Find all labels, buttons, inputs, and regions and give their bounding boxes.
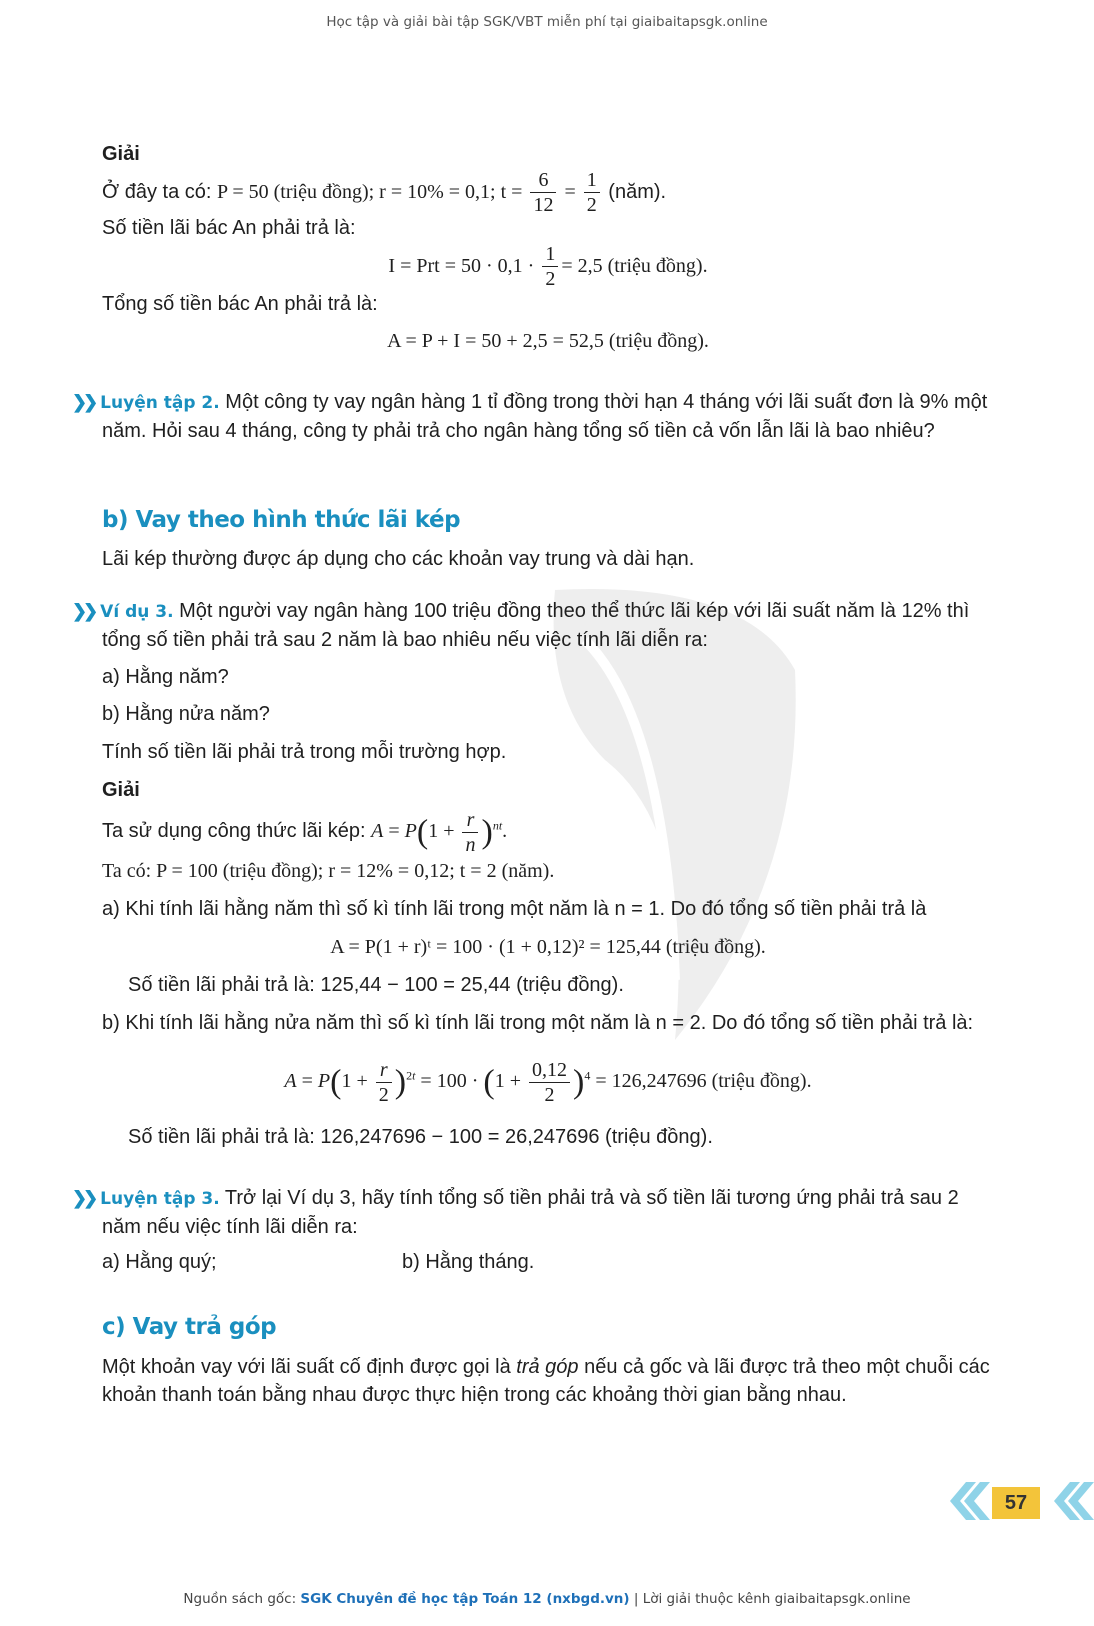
example-3-item-a: a) Hằng năm?: [102, 666, 229, 688]
example-3-task: Tính số tiền lãi phải trả trong mỗi trường hợp.: [102, 741, 507, 763]
case-a-formula: A = P(1 + r)ᵗ = 100 · (1 + 0,12)² = 125,44 (triệu đồng).: [330, 936, 766, 958]
practice-3: ❯❯ Luyện tập 3. Trở lại Ví dụ 3, hãy tính tổng số tiền phải trả và số tiền lãi tương ứng phải trả sau 2 năm nếu việc tính lãi diễn ra:: [72, 1187, 959, 1238]
chevron-icon: ❯❯: [72, 392, 95, 412]
example-3-solution-heading: Giải: [102, 779, 140, 801]
practice-2: ❯❯ Luyện tập 2. Một công ty vay ngân hàng 1 tỉ đồng trong thời hạn 4 tháng với lãi suất đơn là 9% một năm. Hỏi sau 4 tháng, công ty phải trả cho ngân hàng tổng số tiền cả vốn lẫn lãi là bao nhiêu?: [72, 391, 988, 442]
chevron-icon: ❯❯: [72, 1188, 95, 1208]
chevron-icon: ❯❯: [72, 601, 95, 621]
example-3: ❯❯ Ví dụ 3. Một người vay ngân hàng 100 triệu đồng theo thể thức lãi kép với lãi suất năm là 12% thì tổng số tiền phải trả sau 2 năm là bao nhiêu nếu việc tính lãi diễn ra:: [72, 600, 970, 651]
practice-3-items: a) Hằng quý; b) Hằng tháng.: [102, 1251, 535, 1273]
case-b: b) Khi tính lãi hằng nửa năm thì số kì tính lãi trong một năm là n = 2. Do đó tổng số tiền phải trả là:: [102, 1012, 974, 1034]
fraction-6-12: $\frac{6}{12}$: [530, 168, 556, 217]
case-a-interest: Số tiền lãi phải trả là: 125,44 − 100 = 25,44 (triệu đồng).: [128, 974, 624, 996]
interest-formula: I = Prt = 50 · 0,1 · $\frac{1}{2}$ = 2,5 (triệu đồng).: [388, 243, 708, 290]
page-footer: Nguồn sách gốc: SGK Chuyên đề học tập Toán 12 (nxbgd.vn) | Lời giải thuộc kênh giaibaitapsgk.online: [183, 1591, 911, 1607]
section-c-title: c) Vay trả góp: [102, 1314, 277, 1340]
case-b-formula: A = P(1 + $\frac{r}{2}$ )$^{2t}$ = 100 · (1 + $\frac{0,12}{2}$ )$^4$ = 126,247696 (triệu đồng).: [284, 1059, 812, 1106]
example-3-item-b: b) Hằng nửa năm?: [102, 703, 270, 725]
total-formula: A = P + I = 50 + 2,5 = 52,5 (triệu đồng).: [387, 330, 709, 352]
given-line: Ở đây ta có: P = 50 (triệu đồng); r = 10% = 0,1; t = $\frac{6}{12}$ = $\frac{1}{2}$ (năm).: [102, 169, 667, 216]
page-number: 57: [992, 1487, 1040, 1519]
solution-heading: Giải: [102, 143, 140, 165]
case-b-interest: Số tiền lãi phải trả là: 126,247696 − 100 = 26,247696 (triệu đồng).: [128, 1126, 713, 1148]
section-c-text: Một khoản vay với lãi suất cố định được gọi là trả góp nếu cả gốc và lãi được trả theo một chuỗi các khoản thanh toán bằng nhau được thực hiện trong các khoảng thời gian bằng nhau.: [102, 1356, 990, 1406]
fraction-1-2: $\frac{1}{2}$: [584, 168, 600, 217]
total-intro: Tổng số tiền bác An phải trả là:: [102, 293, 378, 315]
section-b-title: b) Vay theo hình thức lãi kép: [102, 507, 461, 533]
interest-intro: Số tiền lãi bác An phải trả là:: [102, 217, 356, 239]
page-header: Học tập và giải bài tập SGK/VBT miễn phí tại giaibaitapsgk.online: [326, 14, 768, 30]
compound-formula-line: Ta sử dụng công thức lãi kép: A = P(1 + $\frac{r}{n}$ )$^{nt}$.: [102, 809, 508, 856]
section-b-intro: Lãi kép thường được áp dụng cho các khoản vay trung và dài hạn.: [102, 548, 695, 570]
example-3-given: Ta có: P = 100 (triệu đồng); r = 12% = 0,12; t = 2 (năm).: [102, 860, 555, 882]
case-a: a) Khi tính lãi hằng năm thì số kì tính lãi trong một năm là n = 1. Do đó tổng số tiền phải trả là: [102, 898, 927, 920]
